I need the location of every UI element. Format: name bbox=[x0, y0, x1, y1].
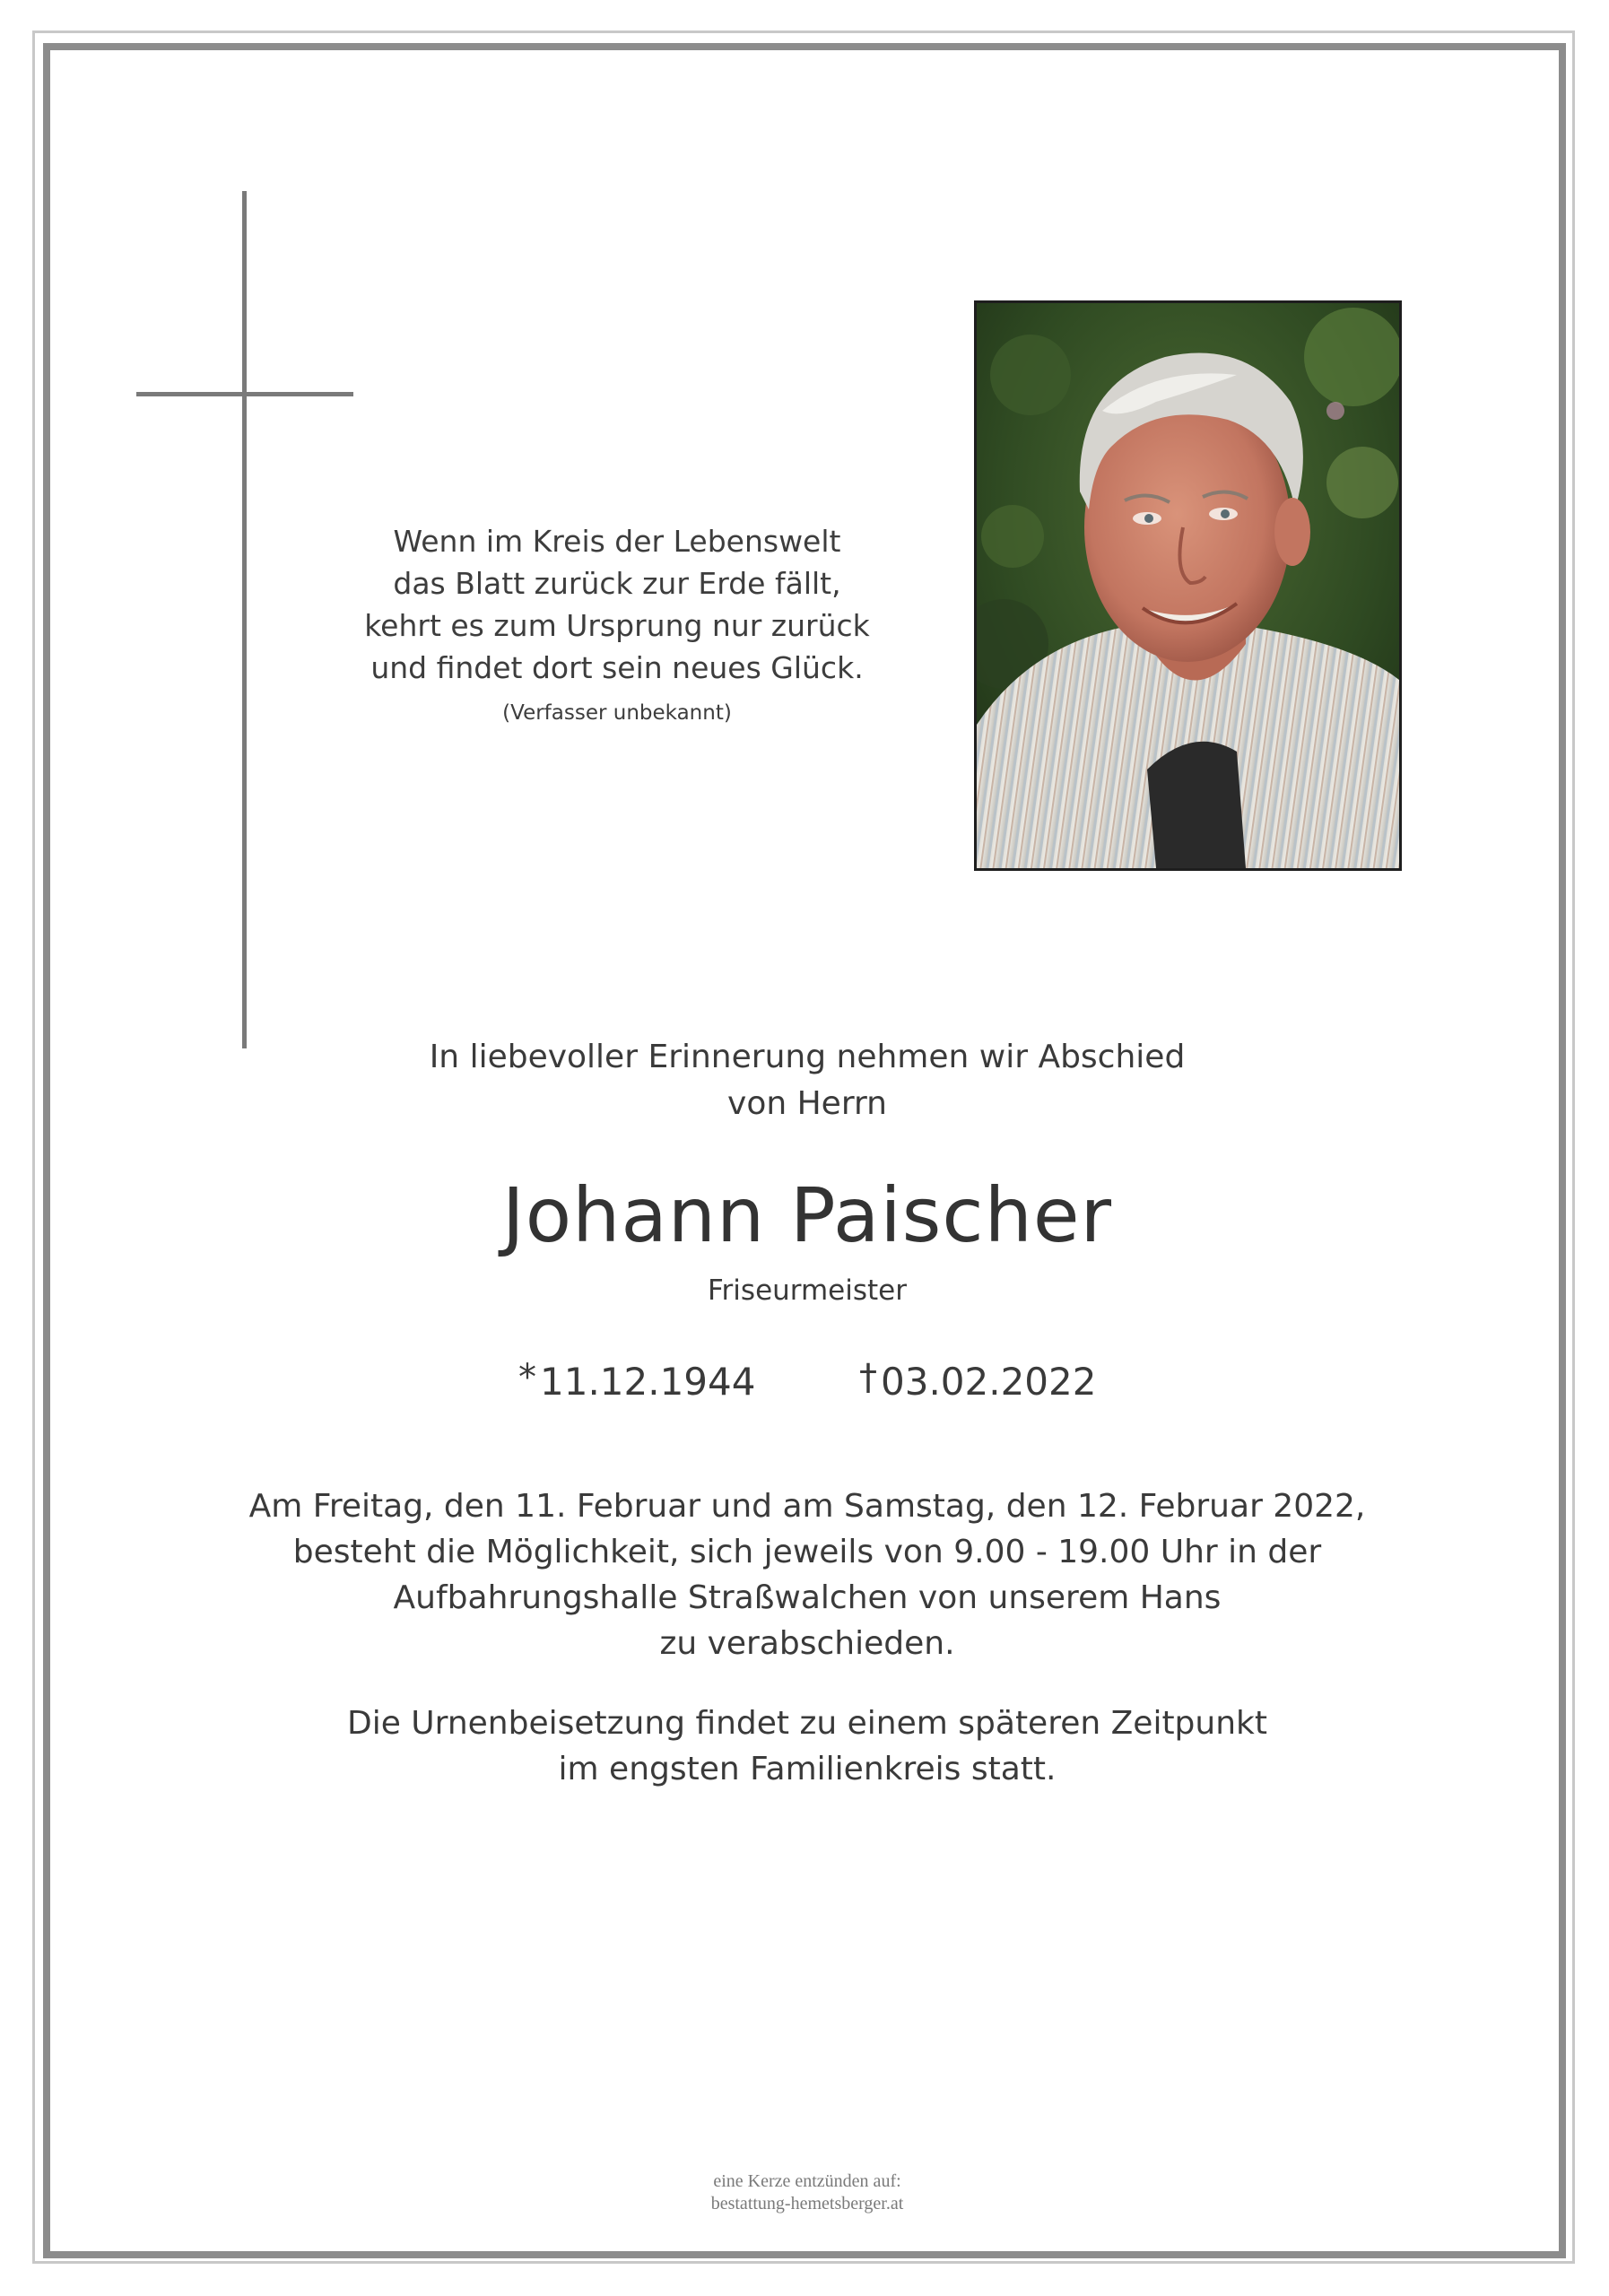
poem-line: Wenn im Kreis der Lebenswelt bbox=[393, 524, 841, 559]
viewing-info bbox=[179, 1483, 1435, 1666]
viewing-line: Aufbahrungshalle Straßwalchen von unserem Hans bbox=[393, 1579, 1222, 1616]
footer bbox=[538, 2170, 1076, 2215]
intro-line: von Herrn bbox=[727, 1085, 887, 1122]
portrait-photo bbox=[974, 300, 1402, 871]
poem-line: das Blatt zurück zur Erde fällt, bbox=[393, 566, 841, 601]
death-date bbox=[859, 1352, 1096, 1407]
intro-text bbox=[269, 1034, 1345, 1127]
viewing-line: Am Freitag, den 11. Februar und am Samstag, den 12. Februar 2022, bbox=[248, 1488, 1366, 1525]
burial-line: Die Urnenbeisetzung findet zu einem späteren Zeitpunkt bbox=[346, 1705, 1268, 1742]
viewing-line: zu verabschieden. bbox=[659, 1625, 955, 1662]
deceased-profession: Friseurmeister bbox=[707, 1274, 907, 1307]
cross-icon-vertical bbox=[242, 191, 247, 1048]
poem-author: (Verfasser unbekannt) bbox=[502, 701, 732, 725]
poem bbox=[348, 520, 886, 689]
deceased-name: Johann Paischer bbox=[501, 1171, 1113, 1259]
death-dagger-icon: † bbox=[859, 1357, 877, 1398]
poem-line: und findet dort sein neues Glück. bbox=[370, 650, 864, 685]
portrait-image bbox=[977, 303, 1399, 868]
footer-caption: eine Kerze entzünden auf: bbox=[713, 2171, 901, 2191]
intro-line: In liebevoller Erinnerung nehmen wir Abschied bbox=[429, 1039, 1186, 1075]
birth-star-icon: * bbox=[518, 1357, 536, 1398]
poem-line: kehrt es zum Ursprung nur zurück bbox=[364, 608, 870, 643]
footer-link[interactable]: bestattung-hemetsberger.at bbox=[710, 2194, 904, 2213]
death-date-value: 03.02.2022 bbox=[881, 1360, 1097, 1404]
cross-icon-horizontal bbox=[136, 392, 353, 396]
burial-line: im engsten Familienkreis statt. bbox=[558, 1751, 1057, 1787]
viewing-line: besteht die Möglichkeit, sich jeweils von 9.00 - 19.00 Uhr in der bbox=[292, 1534, 1322, 1570]
burial-info bbox=[179, 1700, 1435, 1792]
birth-date bbox=[518, 1352, 755, 1407]
birth-date-value: 11.12.1944 bbox=[540, 1360, 756, 1404]
